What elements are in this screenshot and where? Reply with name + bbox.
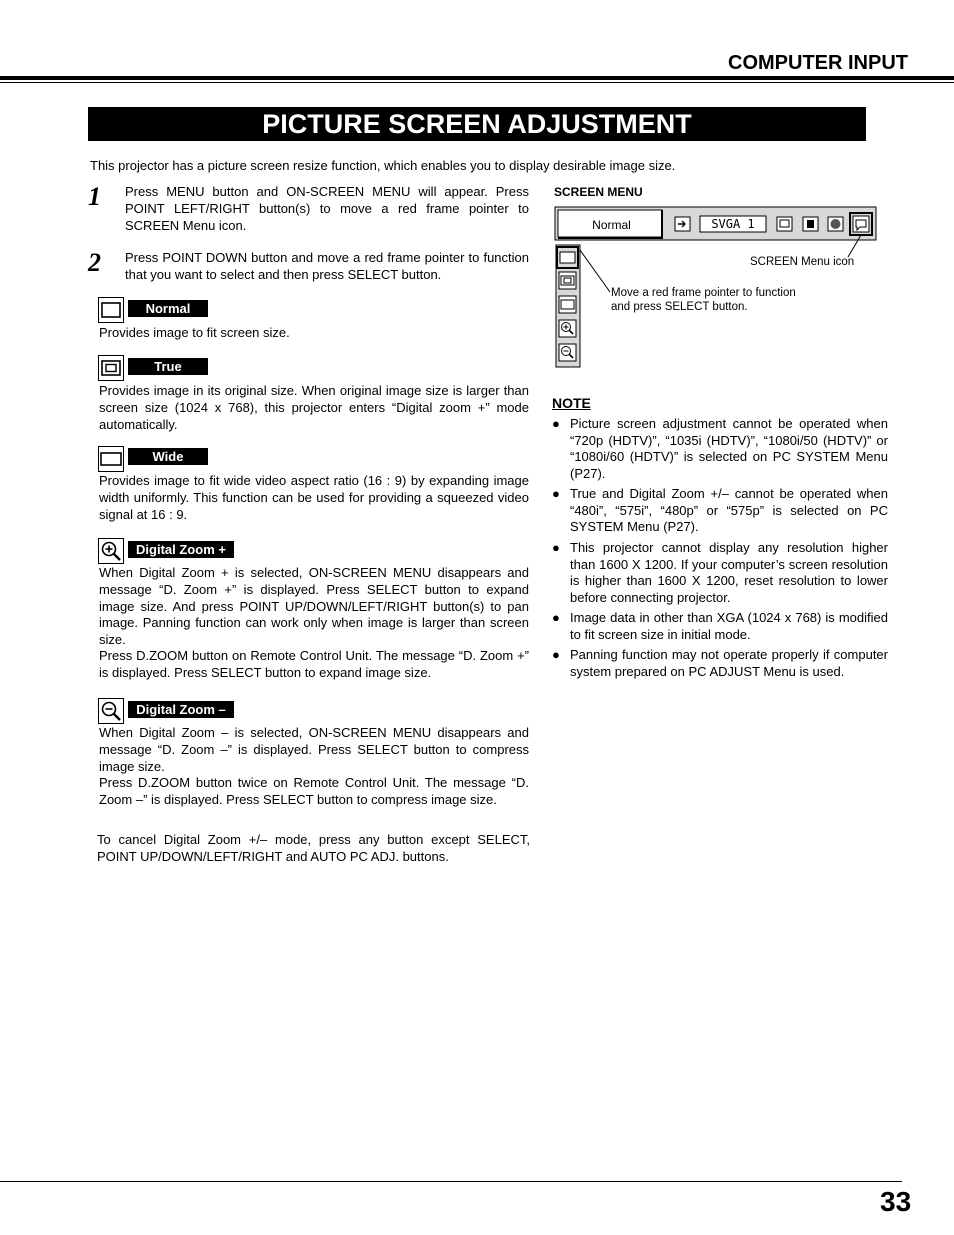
bullet-icon: ● <box>552 610 560 625</box>
header-rule <box>0 76 954 80</box>
zoom-in-description: When Digital Zoom + is selected, ON-SCREEN MENU disappears and message “D. Zoom +” is displayed. Press SELECT button to expand image size. And press POINT UP/DOWN/LEFT/RIGHT button(s) to pan image. Panning function can work only when image is larger than screen size. <box>99 565 529 648</box>
true-mode-icon <box>98 355 124 381</box>
source-value: SVGA 1 <box>711 217 755 231</box>
wide-description: Provides image to fit wide video aspect ratio (16 : 9) by expanding image width uniformly. This function can be used for providing a squeezed video signal at 16 : 9. <box>99 473 529 522</box>
zoom-out-label: Digital Zoom – <box>128 701 234 718</box>
zoom-in-label: Digital Zoom + <box>128 541 234 558</box>
note-item: ● This projector cannot display any resolution higher than 1600 X 1200. If your computer’s screen resolution is higher than 1600 X 1200, reset resolution to lower before connecting projector. <box>552 540 888 605</box>
step-2-number: 2 <box>88 248 101 277</box>
intro-text: This projector has a picture screen resize function, which enables you to display desirable image size. <box>90 158 676 173</box>
zoom-in-remote-description: Press D.ZOOM button on Remote Control Unit. The message “D. Zoom +” is displayed. Press SELECT button to expand image size. <box>99 648 529 680</box>
page-title: PICTURE SCREEN ADJUSTMENT <box>88 107 866 141</box>
zoom-in-icon <box>98 538 124 564</box>
step-1-number: 1 <box>88 182 101 211</box>
normal-mode-icon <box>98 297 124 323</box>
page-number: 33 <box>880 1186 912 1217</box>
bullet-icon: ● <box>552 486 560 501</box>
true-label: True <box>128 358 208 375</box>
screen-menu-heading: SCREEN MENU <box>554 185 643 199</box>
bullet-icon: ● <box>552 647 560 662</box>
wide-mode-icon <box>98 446 124 472</box>
note-heading: NOTE <box>552 395 591 411</box>
zoom-out-remote-description: Press D.ZOOM button twice on Remote Control Unit. The message “D. Zoom –” is displayed. Press SELECT button to compress image size. <box>99 775 529 807</box>
note-item: ● Picture screen adjustment cannot be operated when “720p (HDTV)”, “1035i (HDTV)”, “1080i/50 (HDTV)” or “1080i/60 (HDTV)” is selected on PC SYSTEM Menu (P27). <box>552 416 888 481</box>
zoom-out-description: When Digital Zoom – is selected, ON-SCREEN MENU disappears and message “D. Zoom –” is displayed. Press SELECT button to compress image size. <box>99 725 529 774</box>
section-title: COMPUTER INPUT <box>728 52 908 74</box>
note-item: ● Image data in other than XGA (1024 x 768) is modified to fit screen size in initial mode. <box>552 610 888 642</box>
pointer-caption-line-2: and press SELECT button. <box>611 301 748 313</box>
wide-label: Wide <box>128 448 208 465</box>
note-item: ● Panning function may not operate properly if computer system prepared on PC ADJUST Menu is used. <box>552 647 888 679</box>
normal-description: Provides image to fit screen size. <box>99 325 290 340</box>
bullet-icon: ● <box>552 540 560 555</box>
step-1-text: Press MENU button and ON-SCREEN MENU will appear. Press POINT LEFT/RIGHT button(s) to move a red frame pointer to SCREEN Menu icon. <box>125 184 529 233</box>
screen-menu-icon-caption: SCREEN Menu icon <box>750 256 855 268</box>
screen-mode-value: Normal <box>592 218 631 232</box>
cancel-text: To cancel Digital Zoom +/– mode, press any button except SELECT, POINT UP/DOWN/LEFT/RIGHT and AUTO PC ADJ. buttons. <box>97 832 530 864</box>
bullet-icon: ● <box>552 416 560 431</box>
note-item: ● True and Digital Zoom +/– cannot be operated when “480i”, “575i”, “480p” or “575p” is selected on PC SYSTEM Menu (P27). <box>552 486 888 535</box>
step-2-text: Press POINT DOWN button and move a red frame pointer to function that you want to select and then press SELECT button. <box>125 250 529 282</box>
normal-label: Normal <box>128 300 208 317</box>
header-rule-thin <box>0 82 954 83</box>
true-description: Provides image in its original size. When original image size is larger than screen size (1024 x 768), this projector enters “Digital zoom +” mode automatically. <box>99 383 529 432</box>
footer-rule <box>0 1181 902 1182</box>
pointer-caption-line-1: Move a red frame pointer to function <box>611 287 796 299</box>
zoom-out-icon <box>98 698 124 724</box>
